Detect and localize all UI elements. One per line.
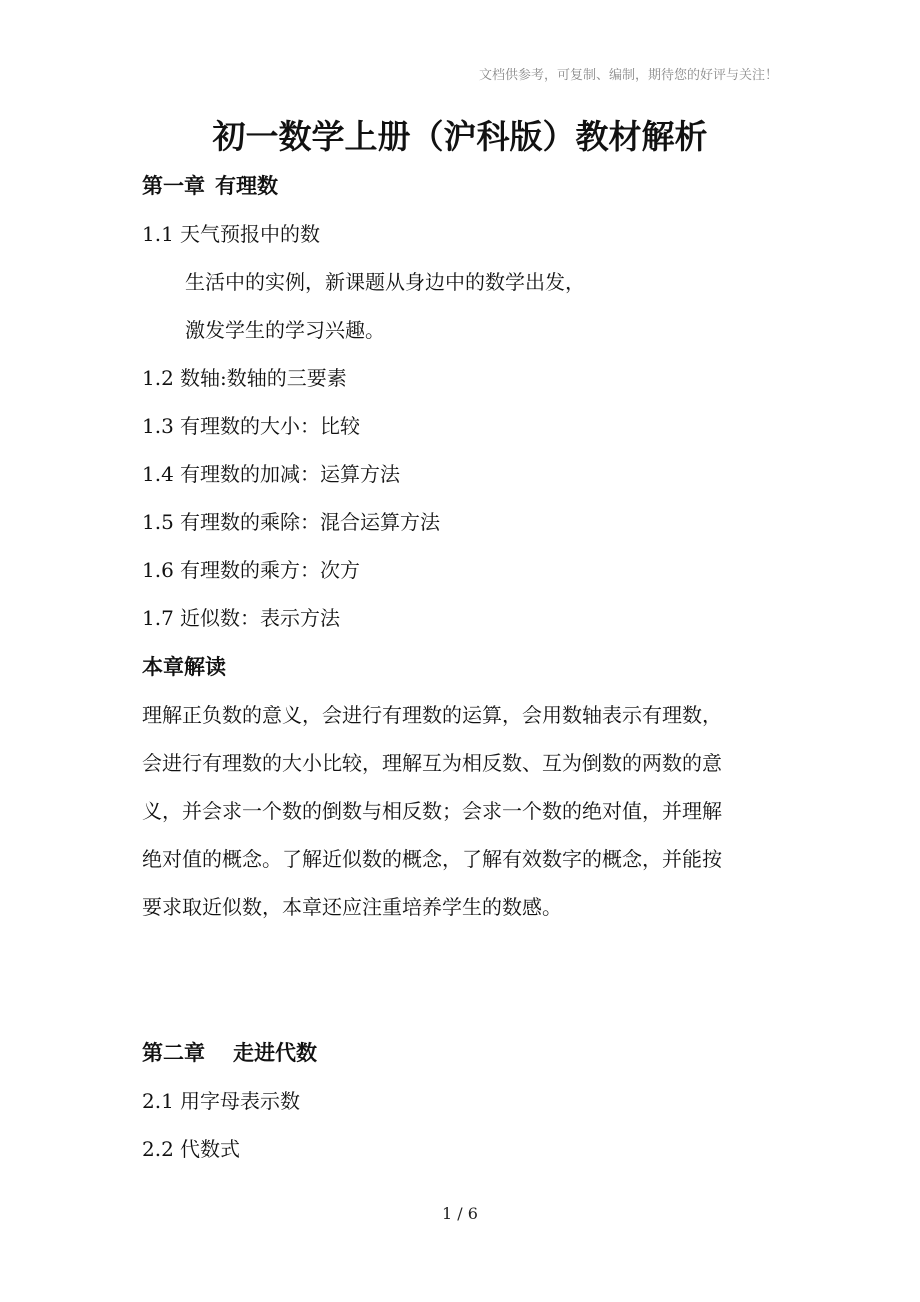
chapter-2-name: 走进代数	[233, 1041, 317, 1065]
reading-line-3: 义，并会求一个数的倒数与相反数；会求一个数的绝对值，并理解	[142, 799, 722, 823]
section-1-4	[142, 460, 400, 488]
section-1-7	[142, 604, 340, 632]
section-1-5	[142, 508, 440, 536]
section-text: 代数式	[180, 1137, 240, 1161]
section-text: 有理数的乘方：次方	[180, 558, 360, 582]
section-number: 1.4	[142, 462, 174, 486]
section-number: 1.3	[142, 414, 174, 438]
section-1-3	[142, 412, 360, 440]
section-number: 1.6	[142, 558, 174, 582]
section-1-2	[142, 364, 347, 392]
intro-line-2: 激发学生的学习兴趣。	[185, 318, 385, 342]
section-1-6	[142, 556, 360, 584]
header-note: 文档供参考，可复制、编制，期待您的好评与关注！	[478, 68, 778, 83]
section-number: 1.5	[142, 510, 174, 534]
reading-heading: 本章解读	[142, 655, 226, 679]
section-number: 1.7	[142, 606, 174, 630]
chapter-2-heading	[142, 1039, 317, 1067]
chapter-1-label: 第一章	[142, 174, 205, 198]
section-text: 有理数的加减：运算方法	[180, 462, 400, 486]
section-text: 数轴:数轴的三要素	[180, 366, 347, 390]
section-text: 有理数的大小：比较	[180, 414, 360, 438]
section-2-2	[142, 1135, 240, 1163]
section-number: 2.1	[142, 1089, 174, 1113]
section-text: 天气预报中的数	[180, 222, 320, 246]
chapter-2-label: 第二章	[142, 1041, 205, 1065]
section-text: 近似数：表示方法	[180, 606, 340, 630]
section-number: 1.1	[142, 222, 174, 246]
section-number: 2.2	[142, 1137, 174, 1161]
section-number: 1.2	[142, 366, 174, 390]
document-title: 初一数学上册（沪科版）教材解析	[212, 117, 708, 156]
reading-line-5: 要求取近似数，本章还应注重培养学生的数感。	[142, 895, 562, 919]
reading-line-4: 绝对值的概念。了解近似数的概念，了解有效数字的概念，并能按	[142, 847, 722, 871]
chapter-1-heading	[142, 172, 278, 200]
reading-line-1: 理解正负数的意义，会进行有理数的运算，会用数轴表示有理数，	[142, 703, 722, 727]
section-1-1	[142, 220, 320, 248]
reading-line-2: 会进行有理数的大小比较，理解互为相反数、互为倒数的两数的意	[142, 751, 722, 775]
chapter-1-name: 有理数	[215, 174, 278, 198]
section-text: 有理数的乘除：混合运算方法	[180, 510, 440, 534]
page-number: 1 / 6	[442, 1204, 478, 1223]
section-text: 用字母表示数	[180, 1089, 300, 1113]
section-2-1	[142, 1087, 300, 1115]
intro-line-1: 生活中的实例，新课题从身边中的数学出发，	[185, 270, 585, 294]
